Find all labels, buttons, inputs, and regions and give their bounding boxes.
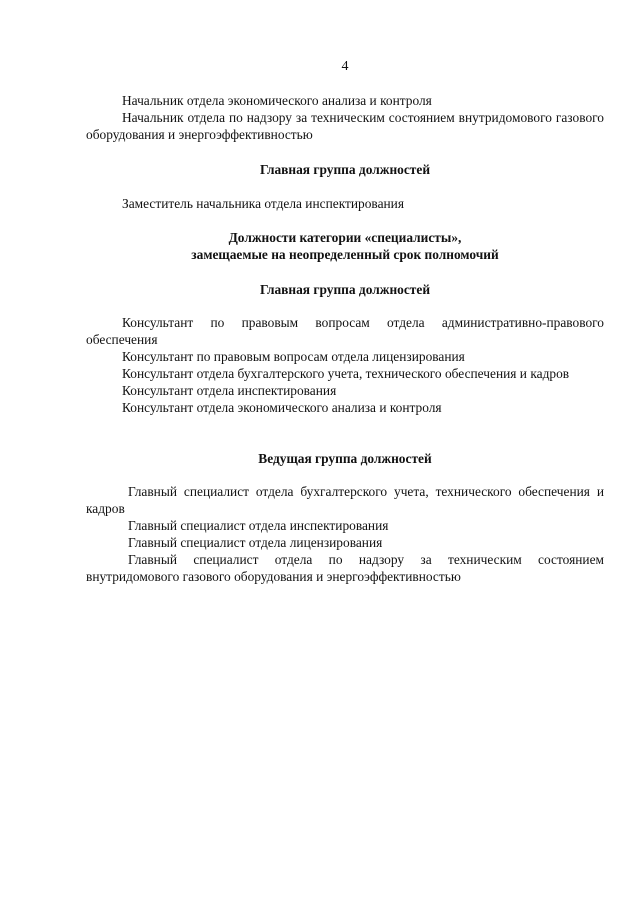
list-item: Главный специалист отдела бухгалтерского учета, технического обеспечения и кадров [86,484,604,516]
section-heading: Главная группа должностей [259,282,431,297]
section-main-group-specialists [86,281,604,298]
list-item: Консультант по правовым вопросам отдела лицензирования [122,349,465,364]
section-main-group-leaders [86,161,604,178]
category-heading-line2: замещаемые на неопределенный срок полномочий [191,247,499,262]
list-item: Начальник отдела по надзору за техническим состоянием внутридомового газового оборудования и энергоэффективностью [86,110,604,142]
list-item: Главный специалист отдела лицензирования [128,535,383,550]
category-heading-line1: Должности категории «специалисты», [228,230,462,245]
section-main-group-specialists-list [86,314,604,416]
list-item: Консультант отдела бухгалтерского учета, технического обеспечения и кадров [122,366,570,381]
section-heading: Главная группа должностей [259,162,431,177]
section-department-heads [86,92,604,143]
section-main-group-leaders-list [86,195,604,212]
list-item: Консультант по правовым вопросам отдела административно-правового обеспечения [86,315,604,347]
section-heading: Ведущая группа должностей [258,451,432,466]
list-item: Главный специалист отдела по надзору за техническим состоянием внутридомового газового оборудования и энергоэффективностью [86,552,604,584]
list-item: Главный специалист отдела инспектирования [128,518,389,533]
list-item: Заместитель начальника отдела инспектирования [122,196,405,211]
category-heading [86,229,604,263]
section-leading-group-list [86,483,604,585]
list-item: Консультант отдела экономического анализа и контроля [122,400,442,415]
list-item: Начальник отдела экономического анализа и контроля [122,93,432,108]
page-number: 4 [341,59,349,74]
list-item: Консультант отдела инспектирования [122,383,337,398]
section-leading-group [86,450,604,467]
